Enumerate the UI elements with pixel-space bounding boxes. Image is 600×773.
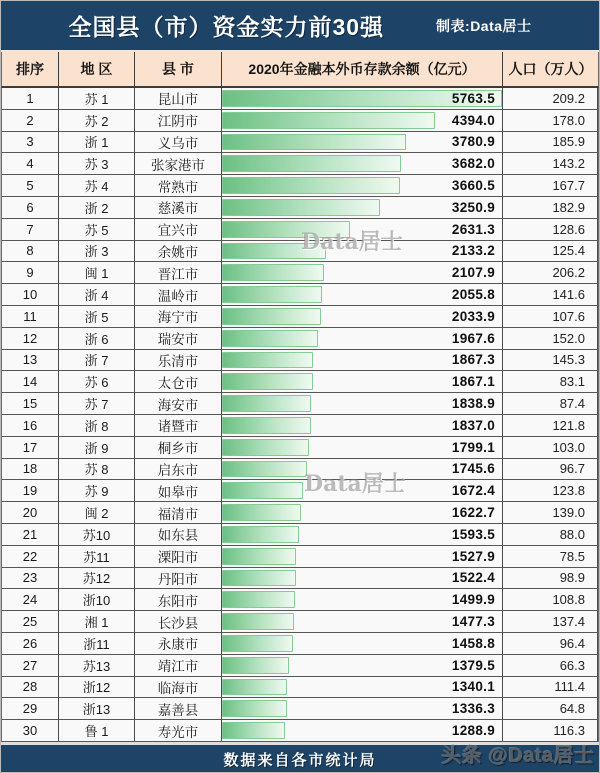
rank-cell: 15 — [2, 393, 59, 414]
deposit-cell — [222, 568, 503, 589]
population-cell: 87.4 — [503, 393, 598, 414]
city-cell: 福清市 — [135, 502, 222, 523]
region-cell: 苏 7 — [59, 393, 135, 414]
deposit-bar — [222, 395, 311, 412]
rank-cell: 21 — [2, 524, 59, 545]
deposit-value: 1499.9 — [451, 592, 495, 608]
deposit-value: 1837.0 — [451, 417, 495, 433]
table-row — [2, 110, 598, 132]
rank-cell: 13 — [2, 350, 59, 371]
deposit-cell — [222, 677, 503, 698]
deposit-value: 5763.5 — [451, 90, 495, 106]
deposit-value: 1745.6 — [451, 461, 495, 477]
rank-cell: 2 — [2, 110, 59, 131]
rank-cell: 16 — [2, 415, 59, 436]
rank-cell: 4 — [2, 153, 59, 174]
deposit-bar — [222, 679, 287, 696]
deposit-cell — [222, 197, 503, 218]
deposit-bar — [222, 308, 321, 325]
table-row — [2, 132, 598, 154]
deposit-bar — [222, 134, 406, 151]
region-cell: 浙 8 — [59, 415, 135, 436]
deposit-cell — [222, 241, 503, 262]
city-cell: 乐清市 — [135, 350, 222, 371]
deposit-bar — [222, 243, 326, 260]
credit-label: 制表:Data居士 — [436, 17, 532, 34]
population-cell: 78.5 — [503, 546, 598, 567]
region-cell: 湘 1 — [59, 611, 135, 632]
region-cell: 苏 5 — [59, 219, 135, 240]
deposit-value: 1967.6 — [451, 330, 495, 346]
rank-cell: 10 — [2, 284, 59, 305]
population-cell: 107.6 — [503, 306, 598, 327]
deposit-value: 2055.8 — [451, 287, 495, 303]
deposit-bar — [222, 373, 313, 390]
deposit-bar — [222, 613, 294, 630]
deposit-bar — [222, 635, 293, 652]
table-row — [2, 175, 598, 197]
city-cell: 晋江市 — [135, 262, 222, 283]
rank-cell: 23 — [2, 568, 59, 589]
deposit-cell — [222, 262, 503, 283]
deposit-bar — [222, 112, 435, 129]
city-cell: 余姚市 — [135, 241, 222, 262]
deposit-bar — [222, 482, 303, 499]
deposit-value: 2631.3 — [451, 221, 495, 237]
deposit-value: 1336.3 — [451, 701, 495, 717]
table-row — [2, 720, 598, 742]
population-cell: 206.2 — [503, 262, 598, 283]
city-cell: 如东县 — [135, 524, 222, 545]
population-cell: 137.4 — [503, 611, 598, 632]
deposit-value: 1340.1 — [451, 679, 495, 695]
table-row — [2, 459, 598, 481]
deposit-bar — [222, 352, 313, 369]
table-row — [2, 88, 598, 110]
table-row — [2, 306, 598, 328]
city-cell: 太仓市 — [135, 371, 222, 392]
rank-cell: 17 — [2, 437, 59, 458]
population-cell: 123.8 — [503, 480, 598, 501]
table-row — [2, 262, 598, 284]
region-cell: 鲁 1 — [59, 720, 135, 741]
table-row — [2, 219, 598, 241]
city-cell: 慈溪市 — [135, 197, 222, 218]
region-cell: 苏10 — [59, 524, 135, 545]
watermark-middle-2: Data居士 — [304, 471, 406, 497]
population-cell: 182.9 — [503, 197, 598, 218]
deposit-value: 2107.9 — [451, 265, 495, 281]
city-cell: 宜兴市 — [135, 219, 222, 240]
region-cell: 浙 7 — [59, 350, 135, 371]
deposit-bar — [222, 504, 301, 521]
rank-cell: 24 — [2, 589, 59, 610]
city-cell: 温岭市 — [135, 284, 222, 305]
region-cell: 浙13 — [59, 698, 135, 719]
population-cell: 178.0 — [503, 110, 598, 131]
table-row — [2, 480, 598, 502]
rank-cell: 8 — [2, 241, 59, 262]
population-cell: 185.9 — [503, 132, 598, 153]
rank-cell: 5 — [2, 175, 59, 196]
city-cell: 永康市 — [135, 633, 222, 654]
rank-cell: 18 — [2, 459, 59, 480]
deposit-value: 3682.0 — [451, 156, 495, 172]
deposit-bar — [222, 330, 318, 347]
rank-cell: 3 — [2, 132, 59, 153]
population-cell: 64.8 — [503, 698, 598, 719]
deposit-value: 1379.5 — [451, 657, 495, 673]
table-row — [2, 415, 598, 437]
column-header-city: 县 市 — [135, 52, 222, 86]
table-row — [2, 437, 598, 459]
city-cell: 溧阳市 — [135, 546, 222, 567]
deposit-cell — [222, 633, 503, 654]
region-cell: 浙 2 — [59, 197, 135, 218]
deposit-cell — [222, 415, 503, 436]
rank-cell: 30 — [2, 720, 59, 741]
city-cell: 江阴市 — [135, 110, 222, 131]
region-cell: 闽 1 — [59, 262, 135, 283]
table-row — [2, 698, 598, 720]
table-row — [2, 197, 598, 219]
deposit-cell — [222, 153, 503, 174]
rank-cell: 11 — [2, 306, 59, 327]
rank-cell: 22 — [2, 546, 59, 567]
city-cell: 张家港市 — [135, 153, 222, 174]
region-cell: 浙 1 — [59, 132, 135, 153]
table-row — [2, 284, 598, 306]
region-cell: 苏 9 — [59, 480, 135, 501]
deposit-cell — [222, 284, 503, 305]
deposit-bar — [222, 417, 311, 434]
rank-cell: 1 — [2, 88, 59, 109]
deposit-value: 2133.2 — [451, 243, 495, 259]
column-header-rank: 排序 — [2, 52, 59, 86]
rank-cell: 19 — [2, 480, 59, 501]
region-cell: 苏 6 — [59, 371, 135, 392]
population-cell: 103.0 — [503, 437, 598, 458]
table-row — [2, 655, 598, 677]
region-cell: 浙 9 — [59, 437, 135, 458]
deposit-value: 1458.8 — [451, 635, 495, 651]
city-cell: 启东市 — [135, 459, 222, 480]
city-cell: 义乌市 — [135, 132, 222, 153]
region-cell: 浙 5 — [59, 306, 135, 327]
deposit-cell — [222, 611, 503, 632]
city-cell: 长沙县 — [135, 611, 222, 632]
table-row — [2, 568, 598, 590]
deposit-bar — [222, 286, 322, 303]
population-cell: 152.0 — [503, 328, 598, 349]
deposit-bar — [222, 722, 285, 739]
deposit-value: 1527.9 — [451, 548, 495, 564]
deposit-cell — [222, 480, 503, 501]
table-row — [2, 328, 598, 350]
deposit-value: 1867.1 — [451, 374, 495, 390]
deposit-cell — [222, 132, 503, 153]
deposit-cell — [222, 698, 503, 719]
deposit-bar — [222, 199, 380, 216]
population-cell: 111.4 — [503, 677, 598, 698]
population-cell: 88.0 — [503, 524, 598, 545]
deposit-bar — [222, 264, 324, 281]
deposit-bar — [222, 570, 296, 587]
rank-cell: 28 — [2, 677, 59, 698]
city-cell: 寿光市 — [135, 720, 222, 741]
deposit-value: 1799.1 — [451, 439, 495, 455]
page-title: 全国县（市）资金实力前30强 — [68, 14, 385, 40]
region-cell: 苏 2 — [59, 110, 135, 131]
deposit-value: 3660.5 — [451, 178, 495, 194]
city-cell: 海宁市 — [135, 306, 222, 327]
data-source-label: 数据来自各市统计局 — [223, 752, 377, 769]
region-cell: 苏 1 — [59, 88, 135, 109]
deposit-cell — [222, 459, 503, 480]
deposit-value: 3250.9 — [451, 199, 495, 215]
region-cell: 浙10 — [59, 589, 135, 610]
table-row — [2, 524, 598, 546]
deposit-cell — [222, 328, 503, 349]
region-cell: 浙12 — [59, 677, 135, 698]
deposit-value: 2033.9 — [451, 308, 495, 324]
table-row — [2, 350, 598, 372]
region-cell: 浙11 — [59, 633, 135, 654]
table-row — [2, 633, 598, 655]
deposit-value: 4394.0 — [451, 112, 495, 128]
column-header-deposit: 2020年金融本外币存款余额（亿元） — [222, 52, 503, 86]
region-cell: 浙 4 — [59, 284, 135, 305]
table-row — [2, 677, 598, 699]
city-cell: 常熟市 — [135, 175, 222, 196]
deposit-cell — [222, 371, 503, 392]
region-cell: 苏 4 — [59, 175, 135, 196]
deposit-cell — [222, 720, 503, 741]
deposit-bar — [222, 221, 350, 238]
deposit-value: 1622.7 — [451, 505, 495, 521]
rank-cell: 25 — [2, 611, 59, 632]
deposit-value: 1522.4 — [451, 570, 495, 586]
deposit-cell — [222, 589, 503, 610]
population-cell: 116.3 — [503, 720, 598, 741]
city-cell: 昆山市 — [135, 88, 222, 109]
city-cell: 东阳市 — [135, 589, 222, 610]
city-cell: 瑞安市 — [135, 328, 222, 349]
rank-cell: 6 — [2, 197, 59, 218]
deposit-cell — [222, 175, 503, 196]
city-cell: 嘉善县 — [135, 698, 222, 719]
region-cell: 浙 3 — [59, 241, 135, 262]
region-cell: 苏 8 — [59, 459, 135, 480]
city-cell: 桐乡市 — [135, 437, 222, 458]
deposit-bar — [222, 439, 309, 456]
deposit-cell — [222, 88, 503, 109]
deposit-value: 1288.9 — [451, 723, 495, 738]
deposit-cell — [222, 306, 503, 327]
rank-cell: 7 — [2, 219, 59, 240]
deposit-value: 1593.5 — [451, 526, 495, 542]
population-cell: 143.2 — [503, 153, 598, 174]
table-row — [2, 611, 598, 633]
table-body — [1, 88, 599, 742]
rank-cell: 12 — [2, 328, 59, 349]
deposit-bar — [222, 155, 401, 172]
watermark-middle-1: Data居士 — [301, 229, 403, 255]
deposit-cell — [222, 350, 503, 371]
deposit-bar — [222, 591, 295, 608]
region-cell: 苏12 — [59, 568, 135, 589]
column-header-population: 人口（万人） — [508, 61, 593, 77]
footer-bar — [1, 742, 599, 773]
rank-cell: 9 — [2, 262, 59, 283]
title-bar — [1, 1, 599, 52]
table-row — [2, 241, 598, 263]
table-row — [2, 589, 598, 611]
rank-cell: 29 — [2, 698, 59, 719]
table-row — [2, 546, 598, 568]
deposit-value: 3780.9 — [451, 134, 495, 150]
deposit-cell — [222, 502, 503, 523]
city-cell: 临海市 — [135, 677, 222, 698]
population-cell: 139.0 — [503, 502, 598, 523]
population-cell: 96.4 — [503, 633, 598, 654]
deposit-cell — [222, 219, 503, 240]
population-cell: 98.9 — [503, 568, 598, 589]
region-cell: 苏 3 — [59, 153, 135, 174]
city-cell: 海安市 — [135, 393, 222, 414]
rank-cell: 14 — [2, 371, 59, 392]
deposit-value: 1867.3 — [451, 352, 495, 368]
deposit-bar — [222, 526, 299, 543]
region-cell: 苏11 — [59, 546, 135, 567]
population-cell: 96.7 — [503, 459, 598, 480]
deposit-cell — [222, 546, 503, 567]
deposit-bar — [222, 177, 400, 194]
city-cell: 丹阳市 — [135, 568, 222, 589]
region-cell: 苏13 — [59, 655, 135, 676]
deposit-bar — [222, 461, 307, 478]
rank-cell: 27 — [2, 655, 59, 676]
deposit-value: 1477.3 — [451, 614, 495, 630]
column-header-region: 地 区 — [59, 52, 135, 86]
population-cell: 125.4 — [503, 241, 598, 262]
region-cell: 闽 2 — [59, 502, 135, 523]
city-cell: 如皋市 — [135, 480, 222, 501]
watermark-corner: 头条 @Data居士 — [441, 745, 595, 767]
deposit-value: 1838.9 — [451, 396, 495, 412]
deposit-bar — [222, 548, 296, 565]
deposit-cell — [222, 110, 503, 131]
deposit-bar — [222, 657, 289, 674]
population-cell: 66.3 — [503, 655, 598, 676]
deposit-cell — [222, 437, 503, 458]
deposit-value: 1672.4 — [451, 483, 495, 499]
population-cell: 145.3 — [503, 350, 598, 371]
population-cell: 121.8 — [503, 415, 598, 436]
region-cell: 浙 6 — [59, 328, 135, 349]
deposit-bar — [222, 700, 287, 717]
deposit-cell — [222, 393, 503, 414]
city-cell: 诸暨市 — [135, 415, 222, 436]
population-cell: 108.8 — [503, 589, 598, 610]
population-cell: 209.2 — [503, 88, 598, 109]
table-row — [2, 502, 598, 524]
deposit-cell — [222, 524, 503, 545]
population-cell: 83.1 — [503, 371, 598, 392]
table-header-row — [1, 52, 599, 88]
city-cell: 靖江市 — [135, 655, 222, 676]
deposit-cell — [222, 655, 503, 676]
table-row — [2, 153, 598, 175]
rank-cell: 20 — [2, 502, 59, 523]
population-cell: 167.7 — [503, 175, 598, 196]
table-row — [2, 371, 598, 393]
table-row — [2, 393, 598, 415]
population-cell: 141.6 — [503, 284, 598, 305]
rank-cell: 26 — [2, 633, 59, 654]
population-cell: 128.6 — [503, 219, 598, 240]
